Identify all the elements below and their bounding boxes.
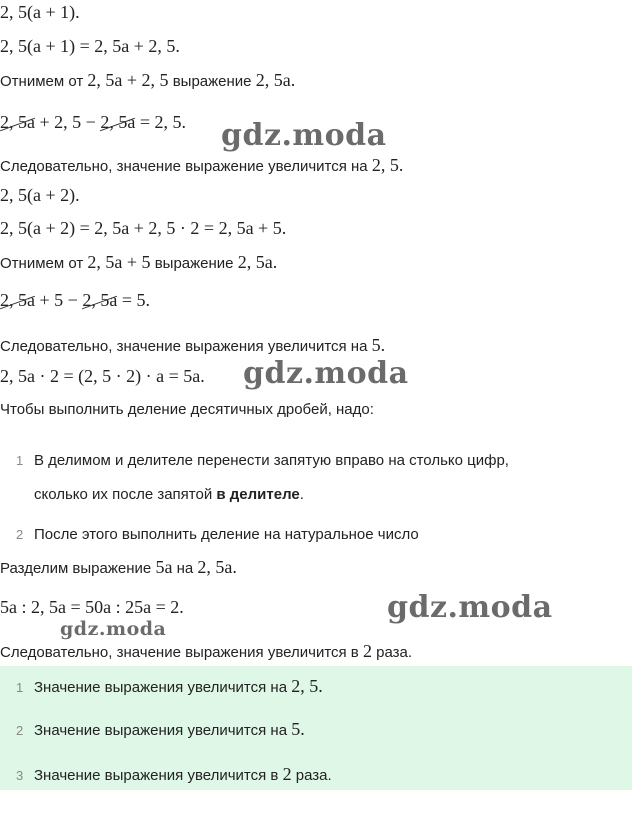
text-line: Отнимем от 2, 5a + 5 выражение 2, 5a. bbox=[0, 252, 278, 272]
answer-option[interactable]: 1 Значение выражения увеличится на 2, 5. bbox=[16, 676, 323, 696]
expression-line: 2, 5a · 2 = (2, 5 · 2) · a = 5a. bbox=[0, 366, 205, 386]
cancel-expression-line: 2, 5a + 5 − 2, 5a = 5. bbox=[0, 290, 150, 310]
list-item: 1 В делимом и делителе перенести запятую вправо на столько цифр, bbox=[16, 452, 509, 469]
answer-option[interactable]: 2 Значение выражения увеличится на 5. bbox=[16, 719, 305, 739]
watermark: gdz.moda bbox=[60, 618, 167, 640]
watermark: gdz.moda bbox=[243, 356, 409, 391]
text-line: Отнимем от 2, 5a + 2, 5 выражение 2, 5a. bbox=[0, 70, 296, 90]
cancel-expression-line: 2, 5a + 2, 5 − 2, 5a = 2, 5. bbox=[0, 112, 186, 132]
expression-line: 2, 5(a + 2). bbox=[0, 185, 80, 205]
watermark: gdz.moda bbox=[387, 590, 553, 625]
text-line: Следовательно, значение выражения увеличится на 5. bbox=[0, 335, 386, 355]
text-line: Следовательно, значение выражения увеличится в 2 раза. bbox=[0, 641, 413, 661]
list-item-continuation: сколько их после запятой в делителе. bbox=[34, 486, 304, 503]
text-line: Следовательно, значение выражение увеличится на 2, 5. bbox=[0, 155, 404, 175]
text-line: Разделим выражение 5a на 2, 5a. bbox=[0, 557, 237, 577]
watermark: gdz.moda bbox=[221, 118, 387, 153]
list-item: 2 После этого выполнить деление на натуральное число bbox=[16, 526, 419, 543]
text-line: Чтобы выполнить деление десятичных дробей, надо: bbox=[0, 401, 374, 418]
answer-box bbox=[0, 666, 632, 790]
answer-option[interactable]: 3 Значение выражения увеличится в 2 раза. bbox=[16, 764, 332, 784]
expression-line: 2, 5(a + 1). bbox=[0, 2, 80, 22]
expression-line: 2, 5(a + 2) = 2, 5a + 2, 5 · 2 = 2, 5a + 5. bbox=[0, 218, 287, 238]
expression-line: 2, 5(a + 1) = 2, 5a + 2, 5. bbox=[0, 36, 180, 56]
expression-line: 5a : 2, 5a = 50a : 25a = 2. bbox=[0, 597, 184, 617]
